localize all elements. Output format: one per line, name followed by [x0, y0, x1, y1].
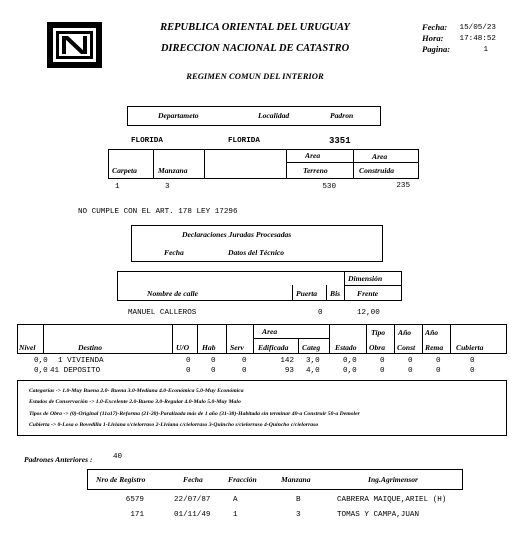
area-construida-label: Area [372, 152, 388, 161]
edificada-label: Edificada [258, 343, 289, 352]
agrimensor-label: Ing.Agrimensor [368, 475, 419, 484]
dimension-label: Dimensión [348, 274, 383, 283]
area-edificada-label: Area [262, 327, 278, 336]
departamento-value: FLORIDA [131, 137, 163, 145]
uo-label: U/O [176, 343, 190, 352]
serv-label: Serv [230, 343, 244, 352]
compliance-note: NO CUMPLE CON EL ART. 178 LEY 17296 [78, 208, 238, 216]
bis-label: Bis [330, 289, 341, 298]
anteriores-manzana-label: Manzana [281, 475, 311, 484]
categ-label: Categ [302, 343, 321, 352]
header-direction: DIRECCION NACIONAL DE CATASTRO [160, 43, 350, 54]
legend-tipos-obra: Tipos de Obra -> (0)-Original (11a17)-Reforma (21-28)-Paralizada más de 1 año (31-38)-Habitada sin terminar 40-a Construir 50-a Demoler [29, 411, 360, 417]
legend-categorias: Categorías -> 1.0-Muy Buena 2.0- Buena 3.0-Mediana 4.0-Económica 5.0-Muy Económica [29, 388, 244, 394]
cubierta-label: Cubierta [456, 343, 484, 352]
rema-label: Rema [425, 343, 444, 352]
ano-const-label: Año [398, 328, 412, 337]
departamento-label: Departameto [158, 111, 199, 120]
header-republic: REPUBLICA ORIENTAL DEL URUGUAY [160, 22, 350, 33]
calle-value: MANUEL CALLEROS [128, 309, 197, 317]
nivel-label: Nivel [19, 343, 36, 352]
construida-value: 235 [396, 182, 410, 190]
pagina-label: Pagina: [422, 44, 451, 54]
construida-label: Construida [359, 166, 395, 175]
carpeta-value: 1 [115, 183, 120, 191]
calle-label: Nombre de calle [147, 289, 199, 298]
fecha-label: Fecha: [422, 22, 448, 32]
anteriores-value: 40 [113, 453, 123, 461]
declaraciones-tecnico-label: Datos del Técnico [228, 248, 285, 257]
header-regime: REGIMEN COMUN DEL INTERIOR [186, 71, 324, 81]
estado-label: Estado [335, 343, 357, 352]
carpeta-label: Carpeta [112, 166, 137, 175]
hora-value: 17:48:52 [459, 35, 496, 43]
tipo-label: Tipo [371, 328, 386, 337]
catastro-logo-icon [47, 22, 102, 68]
fecha-value: 15/05/23 [459, 24, 496, 32]
padron-label: Padron [330, 111, 354, 120]
hora-label: Hora: [422, 33, 444, 43]
destino-label: Destino [78, 343, 103, 352]
registro-label: Nro de Registro [96, 475, 146, 484]
localidad-value: FLORIDA [228, 137, 260, 145]
area-label: Area [305, 151, 321, 160]
terreno-value: 530 [322, 183, 336, 191]
manzana-label: Manzana [158, 166, 188, 175]
legend-cubierta: Cubierta -> 0-Losa o Bovedilla 1-Liviana s/cielorraso 2-Liviana c/cielorraso 3-Quincho s/cielorraso 4-Quincho c/cielorraso [29, 422, 319, 428]
anteriores-fecha-label: Fecha [183, 475, 203, 484]
declaraciones-fecha-label: Fecha [164, 248, 184, 257]
frente-label: Frente [357, 289, 379, 298]
declaraciones-title: Declaraciones Juradas Procesadas [182, 230, 292, 239]
ano-rema-label: Año [425, 328, 439, 337]
legend-estados: Estados de Conservación -> 1.0-Excelente 2.0-Bueno 3.0-Regular 4.0-Malo 5.0-Muy Malo [29, 399, 241, 405]
puerta-label: Puerta [296, 289, 318, 298]
frente-value: 12,00 [357, 309, 380, 317]
manzana-value: 3 [165, 183, 170, 191]
localidad-label: Localidad [258, 111, 290, 120]
obra-label: Obra [369, 343, 386, 352]
hab-label: Hab [202, 343, 216, 352]
puerta-value: 0 [318, 309, 323, 317]
terreno-label: Terreno [303, 166, 328, 175]
pagina-value: 1 [483, 46, 488, 54]
anteriores-label: Padrones Anteriores : [24, 455, 93, 464]
const-label: Const [397, 343, 416, 352]
fraccion-label: Fracción [228, 475, 257, 484]
padron-value: 3351 [329, 136, 351, 146]
